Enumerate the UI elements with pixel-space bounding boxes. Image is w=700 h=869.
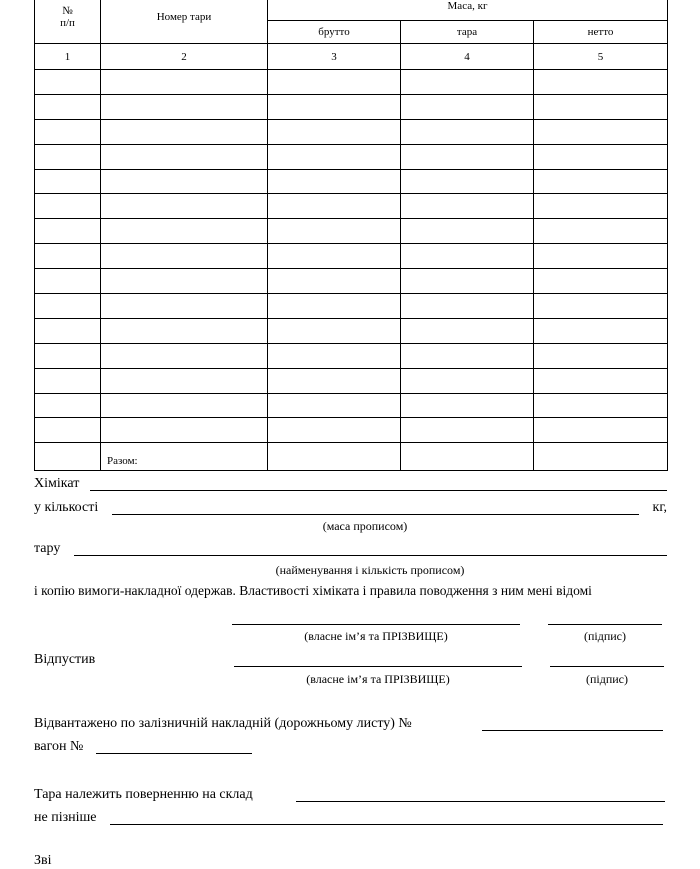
table-cell[interactable] bbox=[401, 418, 534, 443]
table-cell[interactable] bbox=[401, 144, 534, 169]
table-row bbox=[35, 119, 668, 144]
releaser-signature-field[interactable] bbox=[550, 666, 664, 667]
table-cell[interactable] bbox=[268, 368, 401, 393]
table-cell[interactable] bbox=[401, 294, 534, 319]
table-cell[interactable] bbox=[534, 343, 668, 368]
quantity-label: у кількості bbox=[34, 500, 99, 515]
table-cell[interactable] bbox=[101, 144, 268, 169]
table-cell[interactable] bbox=[401, 318, 534, 343]
releaser-name-field[interactable] bbox=[234, 666, 522, 667]
table-cell[interactable] bbox=[101, 418, 268, 443]
mass-caption: (маса прописом) bbox=[322, 519, 408, 533]
table-row bbox=[35, 169, 668, 194]
quantity-field[interactable] bbox=[112, 514, 639, 515]
table-row bbox=[35, 418, 668, 443]
receiver-name-field[interactable] bbox=[232, 624, 520, 625]
total-label: Разом: bbox=[101, 443, 268, 471]
table-cell[interactable] bbox=[35, 244, 101, 269]
table-cell[interactable] bbox=[35, 70, 101, 95]
column-number: 4 bbox=[401, 44, 534, 70]
table-row bbox=[35, 393, 668, 418]
table-cell[interactable] bbox=[35, 194, 101, 219]
released-label: Відпустив bbox=[34, 652, 96, 667]
table-cell[interactable] bbox=[401, 393, 534, 418]
table-row bbox=[35, 244, 668, 269]
tare-return-field[interactable] bbox=[296, 801, 665, 802]
not-later-field[interactable] bbox=[110, 824, 663, 825]
table-cell[interactable] bbox=[401, 94, 534, 119]
chemical-field[interactable] bbox=[90, 490, 667, 491]
table-cell[interactable] bbox=[534, 219, 668, 244]
table-cell[interactable] bbox=[101, 269, 268, 294]
table-cell[interactable] bbox=[101, 393, 268, 418]
cut-off-text: Зві bbox=[34, 853, 52, 868]
table-cell[interactable] bbox=[35, 343, 101, 368]
table-cell[interactable] bbox=[35, 294, 101, 319]
table-row bbox=[35, 194, 668, 219]
receiver-signature-field[interactable] bbox=[548, 624, 662, 625]
column-number: 1 bbox=[35, 44, 101, 70]
table-cell[interactable] bbox=[534, 269, 668, 294]
table-cell[interactable] bbox=[101, 368, 268, 393]
table-cell[interactable] bbox=[268, 244, 401, 269]
table-cell[interactable] bbox=[35, 219, 101, 244]
column-number: 2 bbox=[101, 44, 268, 70]
tare-field[interactable] bbox=[74, 555, 667, 556]
header-num: № п/п bbox=[35, 0, 101, 44]
column-number-row bbox=[35, 44, 668, 70]
receiver-signature-caption: (підпис) bbox=[583, 629, 627, 643]
table-cell[interactable] bbox=[534, 70, 668, 95]
column-number: 5 bbox=[534, 44, 668, 70]
table-cell[interactable] bbox=[101, 70, 268, 95]
table-cell[interactable] bbox=[101, 94, 268, 119]
table-cell[interactable] bbox=[534, 169, 668, 194]
table-cell[interactable] bbox=[35, 318, 101, 343]
table-cell[interactable] bbox=[35, 169, 101, 194]
table-row bbox=[35, 343, 668, 368]
receiver-name-caption: (власне ім’я та ПРІЗВИЩЕ) bbox=[304, 629, 448, 643]
wagon-label: вагон № bbox=[34, 739, 84, 754]
waybill-number-field[interactable] bbox=[482, 730, 663, 731]
table-cell[interactable] bbox=[401, 194, 534, 219]
table-cell[interactable] bbox=[401, 169, 534, 194]
table-row bbox=[35, 219, 668, 244]
not-later-label: не пізніше bbox=[34, 810, 97, 825]
tare-label: тару bbox=[34, 541, 61, 556]
header-mass: Маса, кг bbox=[268, 0, 668, 21]
table-cell[interactable] bbox=[35, 368, 101, 393]
table-cell[interactable] bbox=[401, 70, 534, 95]
table-cell[interactable] bbox=[534, 418, 668, 443]
table-cell[interactable] bbox=[401, 219, 534, 244]
table-cell[interactable] bbox=[268, 418, 401, 443]
table-cell[interactable] bbox=[268, 393, 401, 418]
table-cell[interactable] bbox=[401, 269, 534, 294]
chemical-label: Хімікат bbox=[34, 476, 80, 491]
table-cell[interactable] bbox=[101, 194, 268, 219]
tare-table bbox=[34, 0, 668, 471]
table-cell[interactable] bbox=[268, 294, 401, 319]
table-cell[interactable] bbox=[534, 119, 668, 144]
table-cell[interactable] bbox=[268, 443, 401, 471]
table-cell[interactable] bbox=[35, 94, 101, 119]
header-tare: тара bbox=[401, 21, 534, 44]
table-cell[interactable] bbox=[268, 119, 401, 144]
table-cell[interactable] bbox=[534, 244, 668, 269]
table-cell[interactable] bbox=[534, 393, 668, 418]
table-row bbox=[35, 318, 668, 343]
wagon-number-field[interactable] bbox=[96, 753, 252, 754]
table-cell[interactable] bbox=[268, 318, 401, 343]
table-cell[interactable] bbox=[268, 194, 401, 219]
received-text: і копію вимоги-накладної одержав. Властивості хіміката і правила поводження з ним мені відомі bbox=[34, 583, 592, 598]
table-row bbox=[35, 94, 668, 119]
table-cell[interactable] bbox=[101, 119, 268, 144]
table-cell[interactable] bbox=[534, 368, 668, 393]
table-cell[interactable] bbox=[534, 144, 668, 169]
tare-caption: (найменування і кількість прописом) bbox=[275, 563, 465, 577]
table-cell[interactable] bbox=[101, 219, 268, 244]
header-net: нетто bbox=[534, 21, 668, 44]
tare-return-label: Тара належить поверненню на склад bbox=[34, 787, 253, 802]
table-cell[interactable] bbox=[401, 343, 534, 368]
table-cell[interactable] bbox=[35, 269, 101, 294]
table-cell[interactable] bbox=[534, 94, 668, 119]
table-cell[interactable] bbox=[268, 169, 401, 194]
table-cell[interactable] bbox=[268, 144, 401, 169]
table-row bbox=[35, 144, 668, 169]
table-row bbox=[35, 70, 668, 95]
table-cell[interactable] bbox=[534, 443, 668, 471]
table-cell[interactable] bbox=[534, 318, 668, 343]
table-cell[interactable] bbox=[268, 343, 401, 368]
table-cell[interactable] bbox=[35, 144, 101, 169]
table-cell[interactable] bbox=[101, 318, 268, 343]
column-number: 3 bbox=[268, 44, 401, 70]
table-row bbox=[35, 368, 668, 393]
table-row bbox=[35, 269, 668, 294]
table-cell[interactable] bbox=[101, 169, 268, 194]
table-cell[interactable] bbox=[35, 443, 101, 471]
table-cell[interactable] bbox=[401, 119, 534, 144]
table-cell[interactable] bbox=[401, 443, 534, 471]
table-cell[interactable] bbox=[101, 294, 268, 319]
table-cell[interactable] bbox=[534, 194, 668, 219]
table-cell[interactable] bbox=[401, 368, 534, 393]
table-cell[interactable] bbox=[268, 219, 401, 244]
releaser-name-caption: (власне ім’я та ПРІЗВИЩЕ) bbox=[306, 672, 450, 686]
table-cell[interactable] bbox=[534, 294, 668, 319]
table-cell[interactable] bbox=[401, 244, 534, 269]
table-cell[interactable] bbox=[268, 94, 401, 119]
table-cell[interactable] bbox=[35, 119, 101, 144]
table-cell[interactable] bbox=[268, 70, 401, 95]
table-cell[interactable] bbox=[268, 269, 401, 294]
total-row bbox=[35, 443, 668, 471]
table-cell[interactable] bbox=[101, 244, 268, 269]
quantity-unit: кг, bbox=[652, 500, 667, 515]
table-row bbox=[35, 294, 668, 319]
shipped-label: Відвантажено по залізничній накладній (дорожньому листу) № bbox=[34, 716, 412, 731]
table-cell[interactable] bbox=[101, 343, 268, 368]
table-cell[interactable] bbox=[35, 418, 101, 443]
header-tare-number: Номер тари bbox=[101, 0, 268, 44]
header-gross: брутто bbox=[268, 21, 401, 44]
releaser-signature-caption: (підпис) bbox=[585, 672, 629, 686]
table-cell[interactable] bbox=[35, 393, 101, 418]
